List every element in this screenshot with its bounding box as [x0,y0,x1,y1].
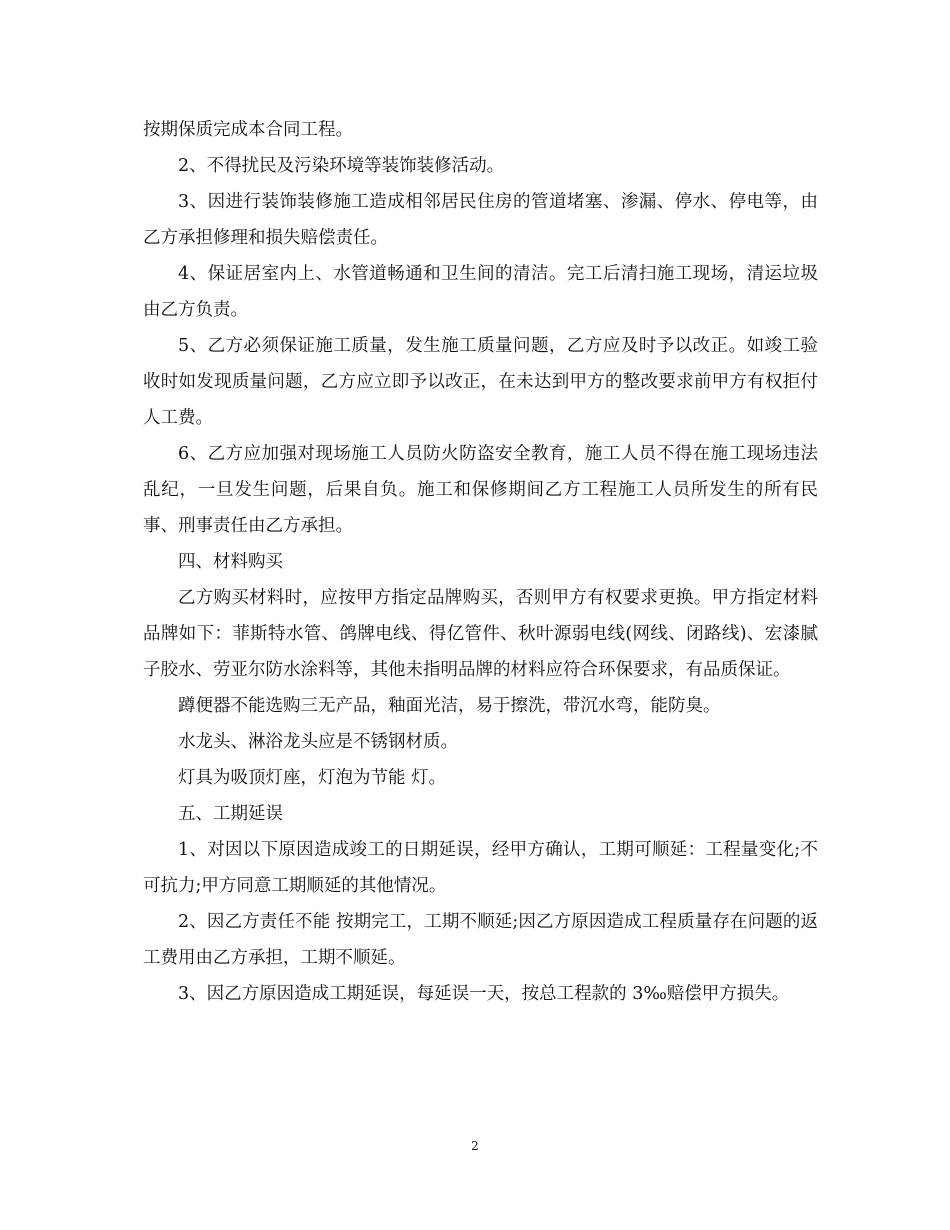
paragraph: 2、因乙方责任不能 按期完工，工期不顺延;因乙方原因造成工程质量存在问题的返工费用由乙方承担，工期不顺延。 [143,912,818,968]
page-number: 2 [471,1139,479,1153]
paragraph: 蹲便器不能选购三无产品，釉面光洁，易于擦洗，带沉水弯，能防臭。 [178,696,721,716]
document-body [143,112,818,1012]
paragraph: 2、不得扰民及污染环境等装饰装修活动。 [178,156,505,176]
paragraph: 灯具为吸顶灯座，灯泡为节能 灯。 [178,768,447,788]
paragraph: 乙方购买材料时，应按甲方指定品牌购买，否则甲方有权要求更换。甲方指定材料品牌如下：菲斯特水管、鸽牌电线、得亿管件、秋叶源弱电线(网线、闭路线)、宏漆腻子胶水、劳亚尔防水涂料等，其他未指明品牌的材料应符合环保要求，有品质保证。 [143,588,818,680]
paragraph: 5、乙方必须保证施工质量，发生施工质量问题，乙方应及时予以改正。如竣工验收时如发现质量问题，乙方应立即予以改正，在未达到甲方的整改要求前甲方有权拒付人工费。 [143,336,818,428]
paragraph: 1、对因以下原因造成竣工的日期延误，经甲方确认，工期可顺延：工程量变化;不可抗力;甲方同意工期顺延的其他情况。 [143,840,818,896]
paragraph: 3、因乙方原因造成工期延误，每延误一天，按总工程款的 3‰赔偿甲方损失。 [178,984,790,1004]
paragraph: 3、因进行装饰装修施工造成相邻居民住房的管道堵塞、渗漏、停水、停电等，由乙方承担修理和损失赔偿责任。 [143,192,818,248]
section-heading: 五、工期延误 [178,804,283,824]
section-heading: 四、材料购买 [178,552,283,572]
paragraph: 6、乙方应加强对现场施工人员防火防盗安全教育，施工人员不得在施工现场违法乱纪，一旦发生问题，后果自负。施工和保修期间乙方工程施工人员所发生的所有民事、刑事责任由乙方承担。 [143,444,818,536]
paragraph: 按期保质完成本合同工程。 [143,120,353,140]
paragraph: 4、保证居室内上、水管道畅通和卫生间的清洁。完工后清扫施工现场，清运垃圾由乙方负责。 [143,264,818,320]
paragraph: 水龙头、淋浴龙头应是不锈钢材质。 [178,732,458,752]
